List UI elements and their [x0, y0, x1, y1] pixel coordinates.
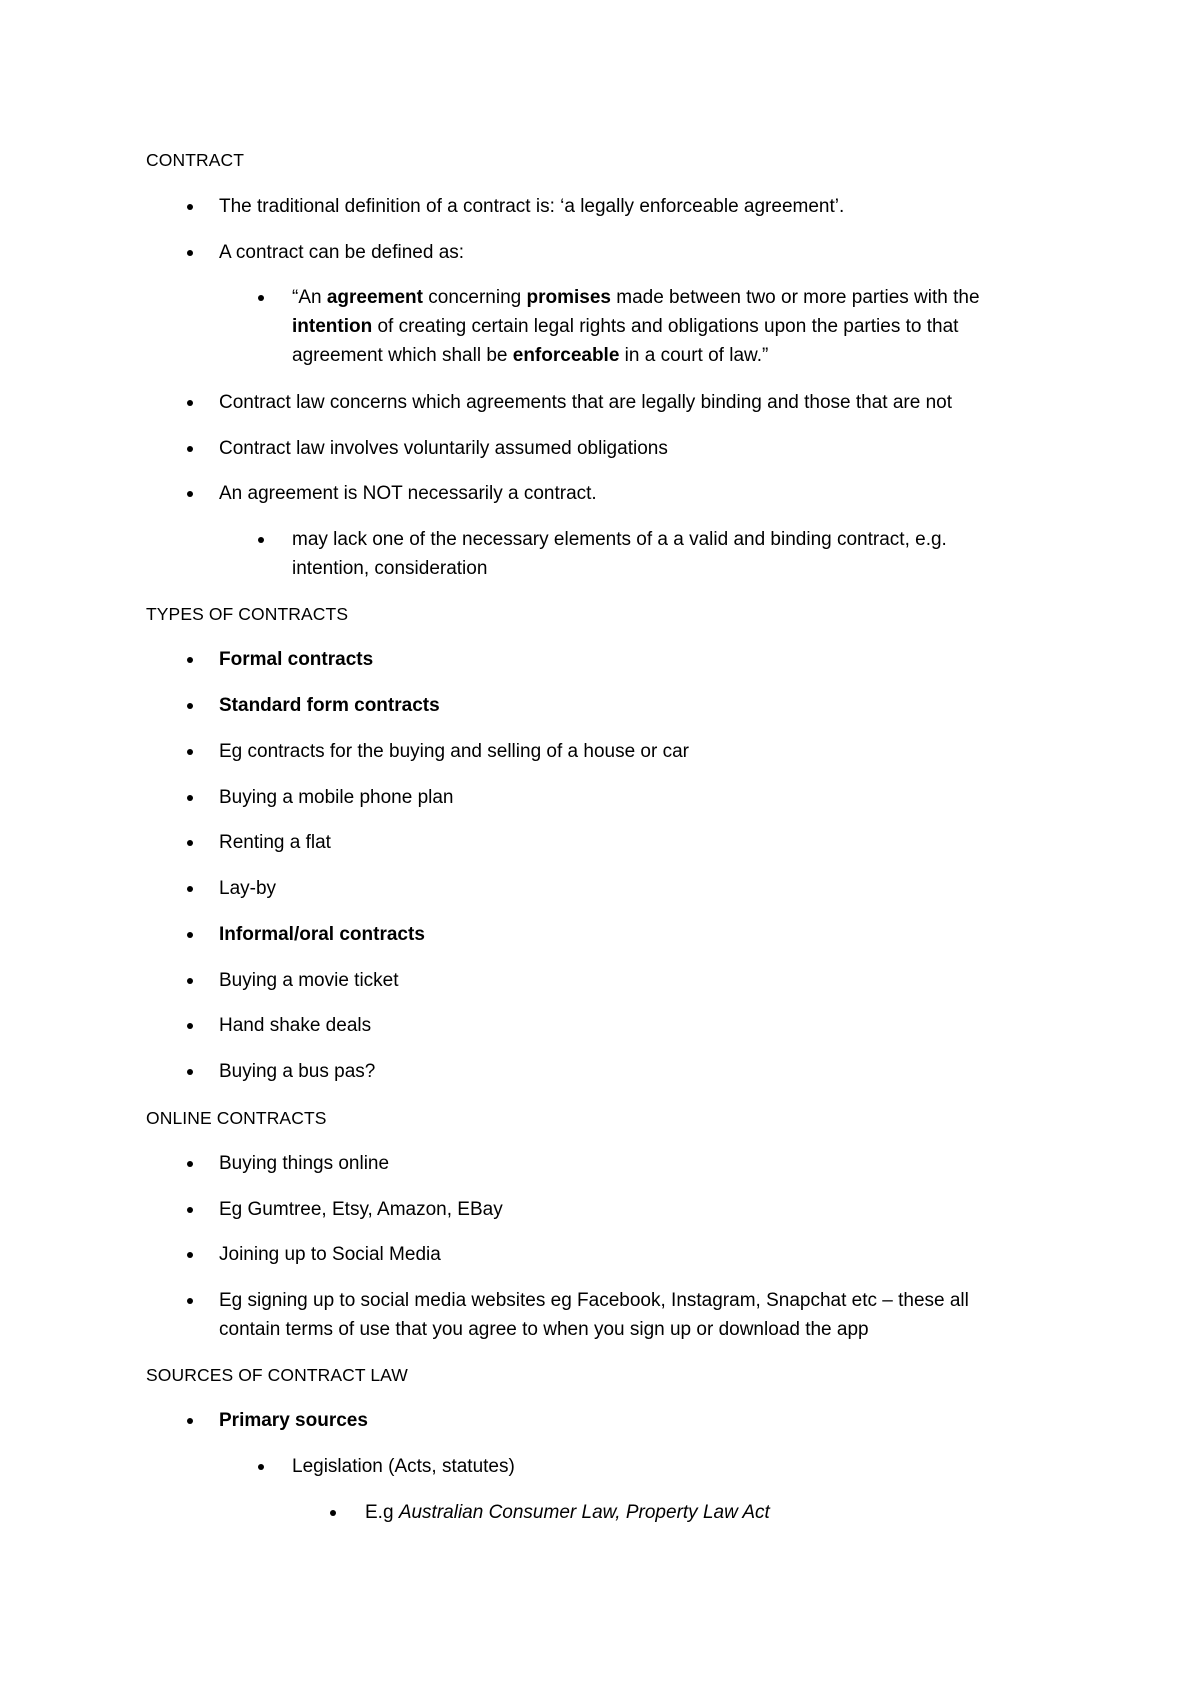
list-item-line-1: Eg signing up to social media websites eg Facebook, Instagram, Snapchat etc – these all — [219, 1290, 969, 1311]
bullet — [187, 978, 193, 984]
quote-line-3: agreement which shall be enforceable in a court of law.” — [292, 345, 769, 366]
bullet — [258, 537, 264, 543]
list-item: Buying things online — [219, 1153, 390, 1174]
list-item: Lay-by — [219, 878, 277, 899]
bullet — [187, 749, 193, 755]
list-item: Primary sources — [219, 1410, 368, 1431]
list-item: Renting a flat — [219, 832, 331, 853]
bullet — [258, 295, 264, 301]
list-item: An agreement is NOT necessarily a contract. — [219, 483, 597, 504]
list-item-line-2: intention, consideration — [292, 558, 488, 579]
list-item: Eg contracts for the buying and selling of a house or car — [219, 741, 689, 762]
list-item: Legislation (Acts, statutes) — [292, 1456, 515, 1477]
list-item: Eg Gumtree, Etsy, Amazon, EBay — [219, 1199, 503, 1220]
list-item: Joining up to Social Media — [219, 1244, 441, 1265]
bullet — [187, 932, 193, 938]
bullet — [258, 1464, 264, 1470]
bullet — [187, 795, 193, 801]
list-item-line-1: may lack one of the necessary elements of a a valid and binding contract, e.g. — [292, 529, 947, 550]
list-item: E.g Australian Consumer Law, Property Law Act — [365, 1502, 770, 1523]
bullet — [187, 400, 193, 406]
bullet — [187, 657, 193, 663]
bullet — [187, 1298, 193, 1304]
bullet — [187, 1252, 193, 1258]
list-item: Buying a mobile phone plan — [219, 787, 454, 808]
bullet — [187, 446, 193, 452]
heading-sources: SOURCES OF CONTRACT LAW — [146, 1365, 408, 1385]
list-item-line-2: contain terms of use that you agree to when you sign up or download the app — [219, 1319, 869, 1340]
list-item: Contract law involves voluntarily assumed obligations — [219, 438, 668, 459]
bullet — [187, 1207, 193, 1213]
heading-contract: CONTRACT — [146, 150, 245, 170]
bullet — [330, 1510, 336, 1516]
list-item: A contract can be defined as: — [219, 242, 465, 263]
bullet — [187, 703, 193, 709]
list-item: Formal contracts — [219, 649, 374, 670]
list-item: Hand shake deals — [219, 1015, 372, 1036]
list-item: Buying a movie ticket — [219, 970, 399, 991]
bullet — [187, 204, 193, 210]
heading-online: ONLINE CONTRACTS — [146, 1108, 327, 1128]
list-item: Contract law concerns which agreements that are legally binding and those that are not — [219, 392, 952, 413]
bullet — [187, 1161, 193, 1167]
bullet — [187, 1023, 193, 1029]
quote-line-2: intention of creating certain legal rights and obligations upon the parties to that — [292, 316, 959, 337]
quote-line-1: “An agreement concerning promises made between two or more parties with the — [292, 287, 980, 308]
heading-types: TYPES OF CONTRACTS — [146, 604, 349, 624]
list-item: The traditional definition of a contract is: ‘a legally enforceable agreement’. — [219, 196, 845, 217]
bullet — [187, 840, 193, 846]
list-item: Buying a bus pas? — [219, 1061, 376, 1082]
list-item: Standard form contracts — [219, 695, 440, 716]
bullet — [187, 491, 193, 497]
list-item: Informal/oral contracts — [219, 924, 425, 945]
bullet — [187, 886, 193, 892]
bullet — [187, 1069, 193, 1075]
bullet — [187, 250, 193, 256]
bullet — [187, 1418, 193, 1424]
